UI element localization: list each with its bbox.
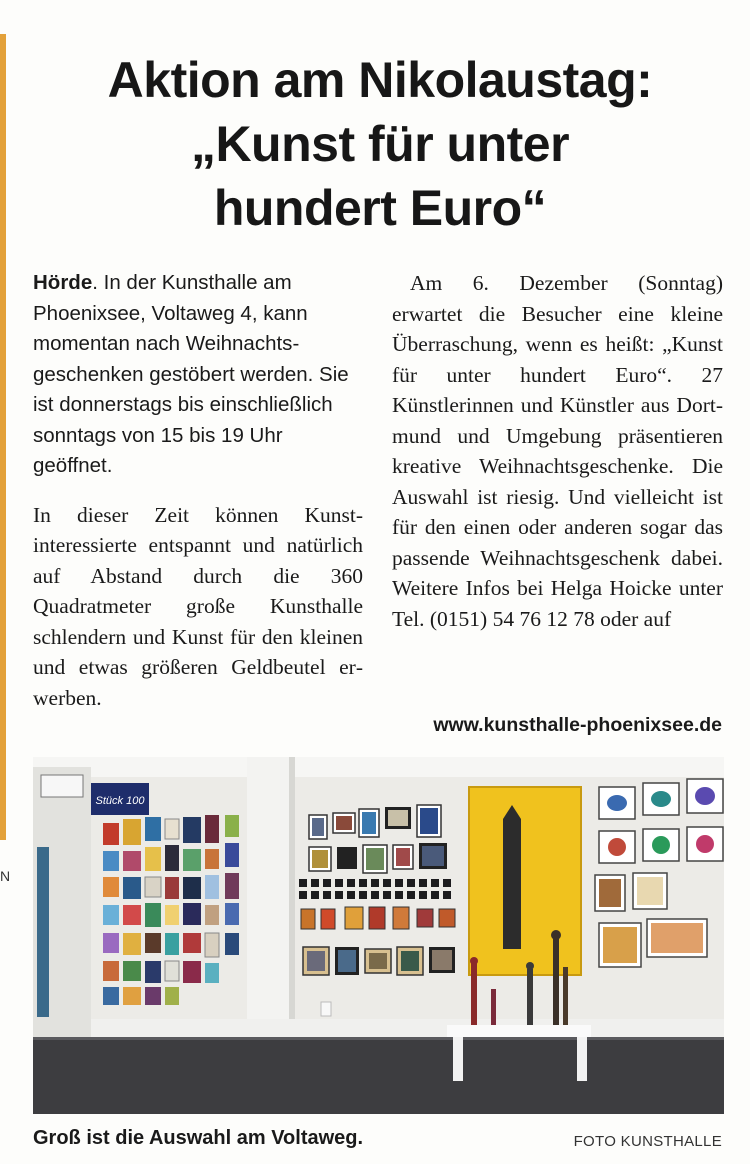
intro-text: . In der Kunsthalle am Phoenixsee, Voltaweg 4, kann momentan nach Weihnachtsgeschenken gestöbert werden. Sie ist donnerstags bis einschließlich sonntags von 15 bis 19 Uhr geöffnet. (33, 271, 349, 477)
headline-line-1: Aktion am Nikolaustag: (107, 52, 653, 108)
dateline-place: Hörde (33, 271, 93, 294)
body-paragraph-1: In dieser Zeit können Kunstinteressierte entspannt und natürlich auf Abstand durch die 360 Quadratmeter große Kunsthalle schlendern und Kunst für den kleinen und etwas größeren Geldbeutel erwerben. (33, 502, 363, 710)
gallery-photo (33, 757, 724, 1114)
intro-paragraph (33, 268, 363, 482)
photo-credit: FOTO KUNSTHALLE (573, 1133, 722, 1150)
headline-line-3: hundert Euro“ (213, 180, 547, 236)
body-paragraph-2: Am 6. Dezember (Sonntag) erwartet die Besucher eine kleine Überraschung, wenn es heißt: „Kunst für unter hundert Euro“. 27 Künstlerinnen und Künstler aus Dortmund und Umgebung präsentieren kreative Weihnachtsgeschenke. Die Auswahl ist riesig. Und vielleicht ist für den einen oder anderen sogar das passende Weihnachtsgeschenk dabei. Weitere Infos bei Helga Hoicke unter Tel. (0151) 54 76 12 78 oder auf (392, 271, 723, 631)
gallery-photo-drawing (33, 757, 724, 1114)
photo-caption: Groß ist die Auswahl am Voltaweg. (33, 1127, 364, 1149)
website-link[interactable]: www.kunsthalle-phoenixsee.de (433, 714, 722, 736)
edge-letter: N (0, 868, 11, 884)
left-column (33, 268, 363, 713)
headline-line-2: „Kunst für unter (190, 116, 570, 172)
accent-bar (0, 34, 6, 840)
right-column (392, 268, 723, 634)
headline (30, 48, 730, 240)
gallery-sign: Stück 100 (95, 795, 145, 807)
